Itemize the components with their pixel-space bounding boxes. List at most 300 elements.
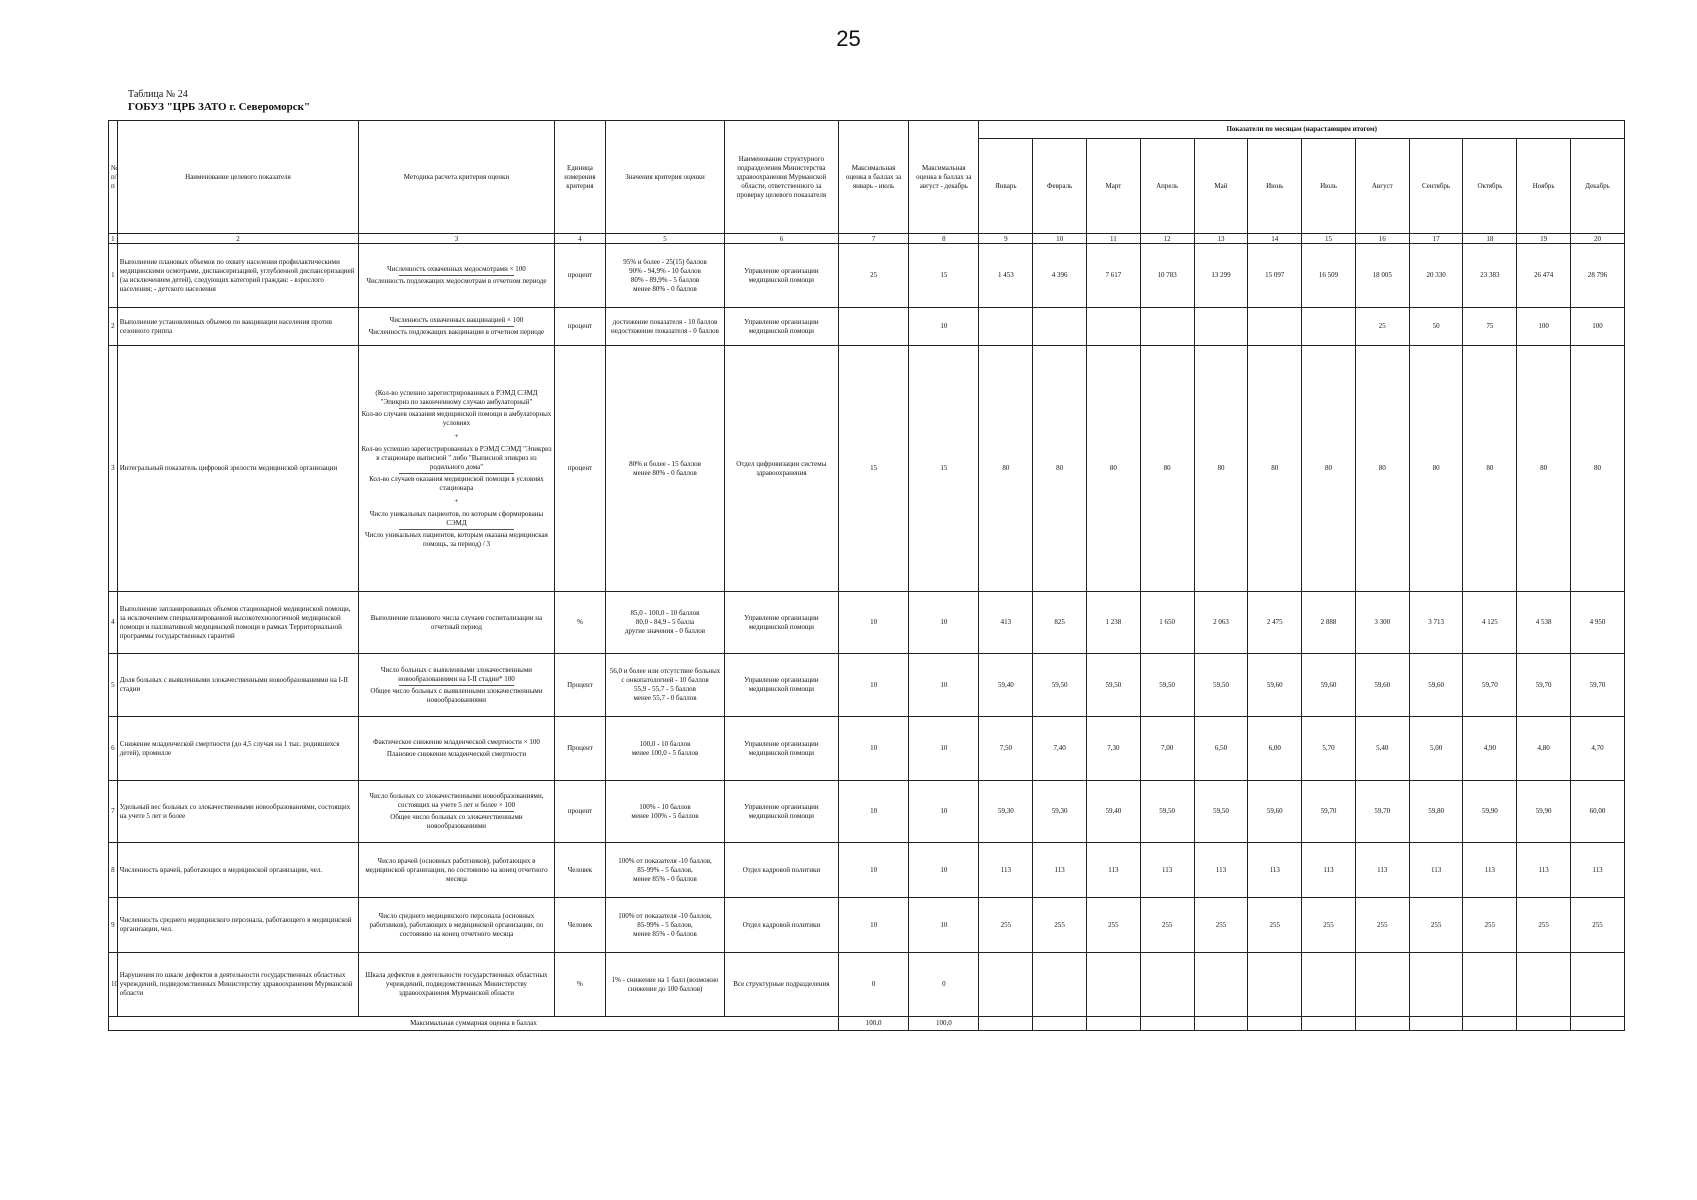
cell-month-value: 80: [1302, 346, 1356, 592]
fraction-line: [399, 529, 513, 530]
cell-method: [359, 592, 554, 654]
cell-month-value: 113: [1302, 843, 1356, 898]
table-caption: [128, 88, 310, 114]
column-number: 20: [1571, 234, 1625, 244]
criteria-line: 80% и более - 15 баллов: [629, 459, 701, 468]
column-number: 3: [359, 234, 554, 244]
cell-month-value: 80: [1140, 346, 1194, 592]
criteria-line: 85-99% - 5 баллов,: [637, 865, 693, 874]
cell-month-value: 2 475: [1248, 592, 1302, 654]
table-row: [109, 781, 1625, 843]
column-number: 10: [1033, 234, 1087, 244]
header-month: Январь: [979, 139, 1033, 234]
cell-department: Отдел цифровизации системы здравоохранения: [724, 346, 838, 592]
total-month-empty: [1302, 1017, 1356, 1031]
fraction-line: [399, 326, 513, 327]
cell-month-value: 113: [1140, 843, 1194, 898]
cell-month-value: 80: [1517, 346, 1571, 592]
cell-month-value: 255: [1409, 898, 1463, 953]
cell-month-value: 2 888: [1302, 592, 1356, 654]
method-numerator: Число уникальных пациентов, по которым сформированы СЭМД: [369, 509, 544, 527]
cell-month-value: 3 300: [1355, 592, 1409, 654]
cell-month-value: [1248, 308, 1302, 346]
cell-month-value: 59,70: [1463, 654, 1517, 717]
column-number: 19: [1517, 234, 1571, 244]
cell-no: 2: [109, 308, 118, 346]
cell-max-aug-dec: 10: [909, 308, 979, 346]
criteria-line: 85,0 - 100,0 - 10 баллов: [630, 609, 700, 617]
cell-max-aug-dec: 15: [909, 346, 979, 592]
cell-month-value: 59,90: [1463, 781, 1517, 843]
cell-unit: Человек: [554, 843, 606, 898]
cell-month-value: 4,90: [1463, 717, 1517, 781]
cell-month-value: 255: [1087, 898, 1141, 953]
cell-name: Численность среднего медицинского персонала, работающего в медицинской организации, чел.: [117, 898, 358, 953]
cell-no: 10: [109, 953, 118, 1017]
cell-max-jan-jul: 10: [838, 654, 908, 717]
indicators-table: [108, 120, 1625, 1031]
total-month-empty: [1571, 1017, 1625, 1031]
cell-month-value: 1 453: [979, 244, 1033, 308]
total-month-empty: [1087, 1017, 1141, 1031]
header-month: Июль: [1302, 139, 1356, 234]
column-number: 8: [909, 234, 979, 244]
method-plus: +: [454, 431, 459, 440]
cell-unit: Человек: [554, 898, 606, 953]
header-months-group: Показатели по месяцам (нарастающим итогом): [979, 121, 1625, 139]
cell-no: 8: [109, 843, 118, 898]
cell-no: 4: [109, 592, 118, 654]
cell-max-jan-jul: 10: [838, 843, 908, 898]
cell-max-aug-dec: 10: [909, 781, 979, 843]
cell-criteria: [606, 717, 725, 781]
criteria-line: 1% - снижение на 1 балл (возможно снижение до 100 баллов): [611, 975, 719, 993]
cell-criteria: [606, 898, 725, 953]
column-number: 17: [1409, 234, 1463, 244]
cell-month-value: 2 063: [1194, 592, 1248, 654]
column-number: 16: [1355, 234, 1409, 244]
cell-month-value: 113: [1409, 843, 1463, 898]
cell-month-value: [1409, 953, 1463, 1017]
cell-method: [359, 244, 554, 308]
cell-month-value: 18 005: [1355, 244, 1409, 308]
cell-month-value: 59,70: [1571, 654, 1625, 717]
criteria-line: 56,0 и более или отсутствие больных с онкопатологией - 10 баллов: [609, 667, 721, 684]
page-number: 25: [836, 26, 861, 51]
cell-max-jan-jul: 25: [838, 244, 908, 308]
cell-month-value: 825: [1033, 592, 1087, 654]
cell-no: 1: [109, 244, 118, 308]
cell-month-value: [1194, 953, 1248, 1017]
cell-month-value: [1302, 953, 1356, 1017]
table-row: [109, 592, 1625, 654]
cell-month-value: 7,00: [1140, 717, 1194, 781]
cell-month-value: 59,50: [1033, 654, 1087, 717]
header-month: Октябрь: [1463, 139, 1517, 234]
cell-month-value: 13 299: [1194, 244, 1248, 308]
cell-department: Управление организации медицинской помощи: [724, 717, 838, 781]
table-row: [109, 346, 1625, 592]
method-denominator: Численность подлежащих медосмотрам в отчетном периоде: [366, 277, 547, 285]
cell-month-value: 59,70: [1517, 654, 1571, 717]
cell-no: 3: [109, 346, 118, 592]
cell-unit: %: [554, 592, 606, 654]
cell-max-jan-jul: 10: [838, 781, 908, 843]
cell-month-value: [1140, 308, 1194, 346]
cell-month-value: 59,50: [1140, 654, 1194, 717]
table-row: [109, 244, 1625, 308]
column-number: 12: [1140, 234, 1194, 244]
cell-month-value: 4 538: [1517, 592, 1571, 654]
criteria-line: 90% - 94,9% - 10 баллов: [629, 266, 701, 275]
method-plus: +: [454, 496, 459, 505]
total-month-empty: [1517, 1017, 1571, 1031]
column-number-row: [109, 234, 1625, 244]
cell-method: [359, 898, 554, 953]
cell-month-value: 20 330: [1409, 244, 1463, 308]
cell-month-value: 113: [1087, 843, 1141, 898]
cell-month-value: 28 796: [1571, 244, 1625, 308]
criteria-line: 100,0 - 10 баллов: [639, 739, 691, 748]
cell-name: Выполнение установленных объемов по вакцинации населения против сезонного гриппа: [117, 308, 358, 346]
cell-month-value: 6,00: [1248, 717, 1302, 781]
cell-month-value: 59,50: [1140, 781, 1194, 843]
cell-month-value: 59,60: [1248, 654, 1302, 717]
total-label: Максимальная суммарная оценка в баллах: [109, 1017, 839, 1031]
total-month-empty: [1463, 1017, 1517, 1031]
method-denominator: Кол-во случаев оказания медицинской помощи в амбулаторных условиях: [361, 409, 552, 427]
header-month: Ноябрь: [1517, 139, 1571, 234]
criteria-line: достижение показателя - 10 баллов: [612, 317, 718, 326]
table-row: [109, 308, 1625, 346]
column-number: 15: [1302, 234, 1356, 244]
cell-name: Снижение младенческой смертности (до 4,5 случая на 1 тыс. родившихся детей), промилле: [117, 717, 358, 781]
cell-month-value: [1248, 953, 1302, 1017]
cell-month-value: 59,50: [1194, 654, 1248, 717]
cell-month-value: 80: [1194, 346, 1248, 592]
cell-department: Управление организации медицинской помощи: [724, 244, 838, 308]
cell-month-value: 255: [1033, 898, 1087, 953]
method-numerator: (Кол-во успешно зарегистрированных в РЭМД СЭМД "Эпикриз по законченному случаю амбулаторный": [375, 388, 538, 406]
cell-month-value: 255: [1571, 898, 1625, 953]
cell-no: 5: [109, 654, 118, 717]
cell-max-aug-dec: 10: [909, 654, 979, 717]
cell-month-value: [1033, 308, 1087, 346]
cell-month-value: 255: [1194, 898, 1248, 953]
cell-month-value: 59,70: [1355, 781, 1409, 843]
cell-month-value: [1571, 953, 1625, 1017]
cell-month-value: 4,80: [1517, 717, 1571, 781]
header-name: Наименование целевого показателя: [117, 121, 358, 234]
cell-unit: процент: [554, 244, 606, 308]
method-denominator: Плановое снижение младенческой смертности: [386, 750, 527, 758]
cell-month-value: 255: [1302, 898, 1356, 953]
cell-month-value: 6,50: [1194, 717, 1248, 781]
method-numerator: Фактическое снижение младенческой смертности × 100: [373, 738, 540, 746]
cell-criteria: [606, 953, 725, 1017]
column-number: 2: [117, 234, 358, 244]
criteria-line: менее 80% - 0 баллов: [633, 284, 697, 293]
table-number: Таблица № 24: [128, 89, 188, 100]
cell-month-value: 59,40: [1087, 781, 1141, 843]
cell-month-value: [1463, 953, 1517, 1017]
cell-month-value: 1 650: [1140, 592, 1194, 654]
total-month-empty: [1355, 1017, 1409, 1031]
table-row: [109, 654, 1625, 717]
method-text: Число врачей (основных работников), работающих в медицинской организации, по состоянию на конец отчетного месяца: [365, 856, 548, 883]
criteria-line: 80,0 - 84,9 - 5 балла: [635, 618, 695, 626]
cell-name: Доля больных с выявленными злокачественными новообразованиями на I-II стадии: [117, 654, 358, 717]
cell-criteria: [606, 244, 725, 308]
cell-month-value: 7 617: [1087, 244, 1141, 308]
fraction-line: [399, 473, 513, 474]
header-unit: Единица измерения критерия: [554, 121, 606, 234]
cell-no: 7: [109, 781, 118, 843]
criteria-line: другие значения - 0 баллов: [624, 627, 706, 635]
column-number: 9: [979, 234, 1033, 244]
method-numerator: Число больных со злокачественными новообразованиями, состоящих на учете 5 лет и более × 100: [369, 792, 544, 809]
cell-month-value: 113: [1355, 843, 1409, 898]
cell-name: Нарушения по шкале дефектов в деятельности государственных областных учреждений, подведомственных Министерству здравоохранения Мурманской области: [117, 953, 358, 1017]
column-number: 7: [838, 234, 908, 244]
cell-month-value: 100: [1517, 308, 1571, 346]
total-month-empty: [1248, 1017, 1302, 1031]
cell-method: [359, 781, 554, 843]
cell-month-value: 59,60: [1248, 781, 1302, 843]
cell-name: Удельный вес больных со злокачественными новообразованиями, состоящих на учете 5 лет и более: [117, 781, 358, 843]
cell-month-value: 113: [1194, 843, 1248, 898]
table-body: [109, 244, 1625, 1031]
cell-department: Управление организации медицинской помощи: [724, 654, 838, 717]
cell-month-value: 25: [1355, 308, 1409, 346]
cell-max-aug-dec: 15: [909, 244, 979, 308]
cell-name: Численность врачей, работающих в медицинской организации, чел.: [117, 843, 358, 898]
cell-month-value: 80: [1355, 346, 1409, 592]
total-max-jan-jul: 100,0: [838, 1017, 908, 1031]
cell-method: [359, 953, 554, 1017]
cell-month-value: 59,50: [1087, 654, 1141, 717]
cell-month-value: 100: [1571, 308, 1625, 346]
cell-max-jan-jul: [838, 308, 908, 346]
method-denominator: Число уникальных пациентов, которым оказана медицинская помощь, за период) / 3: [365, 530, 548, 548]
column-number: 1: [109, 234, 118, 244]
cell-month-value: [1194, 308, 1248, 346]
method-denominator: Общее число больных с выявленными злокачественными новообразованиями: [370, 686, 543, 704]
column-number: 18: [1463, 234, 1517, 244]
cell-month-value: 59,30: [1033, 781, 1087, 843]
cell-name: Интегральный показатель цифровой зрелости медицинской организации: [117, 346, 358, 592]
cell-month-value: [1087, 953, 1141, 1017]
cell-month-value: 4 396: [1033, 244, 1087, 308]
cell-month-value: 59,60: [1355, 654, 1409, 717]
cell-max-aug-dec: 10: [909, 592, 979, 654]
cell-month-value: 255: [1463, 898, 1517, 953]
cell-month-value: 5,00: [1409, 717, 1463, 781]
cell-month-value: 113: [979, 843, 1033, 898]
cell-month-value: 59,60: [1409, 654, 1463, 717]
header-method: Методика расчета критерия оценки: [359, 121, 554, 234]
column-number: 5: [606, 234, 725, 244]
cell-month-value: 80: [979, 346, 1033, 592]
criteria-line: менее 85% - 0 баллов: [633, 874, 697, 883]
method-numerator: Численность охваченных медосмотрами × 100: [387, 265, 526, 273]
column-number: 14: [1248, 234, 1302, 244]
method-denominator: Кол-во случаев оказания медицинской помощи в условиях стационара: [369, 474, 544, 492]
cell-department: Все структурные подразделения: [724, 953, 838, 1017]
cell-month-value: 80: [1248, 346, 1302, 592]
cell-unit: Процент: [554, 717, 606, 781]
cell-month-value: 3 713: [1409, 592, 1463, 654]
cell-month-value: 23 383: [1463, 244, 1517, 308]
method-text: Число среднего медицинского персонала (основных работников), работающих в медицинской организации, по состоянию на конец отчетного месяца: [369, 911, 544, 938]
cell-max-jan-jul: 10: [838, 592, 908, 654]
cell-month-value: 15 097: [1248, 244, 1302, 308]
cell-month-value: [979, 953, 1033, 1017]
cell-month-value: 113: [1463, 843, 1517, 898]
table-row: [109, 717, 1625, 781]
cell-month-value: 255: [979, 898, 1033, 953]
criteria-line: 55,9 - 55,7 - 5 баллов: [634, 685, 696, 693]
criteria-line: 100% - 10 баллов: [639, 802, 691, 811]
cell-name: Выполнение запланированных объемов стационарной медицинской помощи, за исключением специализированной высокотехнологичной медицинской помощи и паллиативной медицинской помощи в рамках Территориальной программы государственных гарантий: [117, 592, 358, 654]
cell-month-value: 16 509: [1302, 244, 1356, 308]
table-row: [109, 953, 1625, 1017]
header-month: Март: [1087, 139, 1141, 234]
criteria-line: недостижение показателя - 0 баллов: [611, 326, 719, 335]
criteria-line: 95% и более - 25(15) баллов: [623, 257, 707, 266]
total-month-empty: [1033, 1017, 1087, 1031]
cell-month-value: 59,80: [1409, 781, 1463, 843]
table-row: [109, 843, 1625, 898]
cell-max-jan-jul: 10: [838, 717, 908, 781]
cell-unit: процент: [554, 346, 606, 592]
cell-month-value: 113: [1517, 843, 1571, 898]
total-max-aug-dec: 100,0: [909, 1017, 979, 1031]
cell-month-value: 50: [1409, 308, 1463, 346]
column-number: 6: [724, 234, 838, 244]
cell-month-value: 59,70: [1302, 781, 1356, 843]
method-numerator: Число больных с выявленными злокачественными новообразованиями на I-II стадии* 100: [380, 665, 533, 683]
total-month-empty: [1140, 1017, 1194, 1031]
cell-month-value: 255: [1140, 898, 1194, 953]
total-month-empty: [1194, 1017, 1248, 1031]
column-number: 13: [1194, 234, 1248, 244]
header-criteria: Значения критерия оценки: [606, 121, 725, 234]
total-month-empty: [1409, 1017, 1463, 1031]
cell-month-value: 7,30: [1087, 717, 1141, 781]
cell-no: 9: [109, 898, 118, 953]
header-month: Май: [1194, 139, 1248, 234]
cell-max-aug-dec: 10: [909, 717, 979, 781]
cell-month-value: 4,70: [1571, 717, 1625, 781]
table-row: [109, 898, 1625, 953]
criteria-line: менее 80% - 0 баллов: [633, 468, 697, 477]
cell-max-aug-dec: 10: [909, 898, 979, 953]
method-denominator: Общее число больных со злокачественными новообразованиями: [390, 813, 523, 830]
header-department: Наименование структурного подразделения Министерства здравоохранения Мурманской области, ответственного за проверку целевого показателя: [724, 121, 838, 234]
criteria-line: 100% от показателя -10 баллов,: [618, 911, 712, 920]
cell-month-value: 5,70: [1302, 717, 1356, 781]
cell-department: Управление организации медицинской помощи: [724, 308, 838, 346]
cell-month-value: 255: [1517, 898, 1571, 953]
cell-month-value: [1517, 953, 1571, 1017]
cell-month-value: 4 125: [1463, 592, 1517, 654]
method-numerator: Кол-во успешно зарегистрированных в РЭМД СЭМД "Эпикриз в стационаре выписной " либо "Выписной эпикриз из родильного дома": [361, 444, 552, 471]
cell-max-jan-jul: 10: [838, 898, 908, 953]
cell-month-value: 255: [1355, 898, 1409, 953]
criteria-line: менее 100% - 5 баллов: [631, 811, 699, 820]
cell-method: [359, 346, 554, 592]
method-text: Выполнение планового числа случаев госпитализации на отчетный период: [370, 613, 543, 631]
cell-criteria: [606, 843, 725, 898]
cell-month-value: 7,40: [1033, 717, 1087, 781]
cell-month-value: 80: [1409, 346, 1463, 592]
cell-month-value: [1355, 953, 1409, 1017]
cell-month-value: [1033, 953, 1087, 1017]
cell-criteria: [606, 592, 725, 654]
fraction-line: [399, 748, 513, 749]
total-month-empty: [979, 1017, 1033, 1031]
column-number: 4: [554, 234, 606, 244]
criteria-line: 100% от показателя -10 баллов,: [618, 856, 712, 865]
cell-department: Отдел кадровой политики: [724, 898, 838, 953]
cell-month-value: 60,00: [1571, 781, 1625, 843]
criteria-line: 80% - 89,9% - 5 баллов: [630, 275, 700, 284]
header-max-aug-dec: Максимальная оценка в баллах за август - декабрь: [909, 121, 979, 234]
header-month: Февраль: [1033, 139, 1087, 234]
criteria-line: менее 55,7 - 0 баллов: [633, 694, 697, 702]
cell-month-value: 59,40: [979, 654, 1033, 717]
cell-month-value: 255: [1248, 898, 1302, 953]
cell-max-jan-jul: 15: [838, 346, 908, 592]
cell-month-value: 26 474: [1517, 244, 1571, 308]
cell-method: [359, 654, 554, 717]
cell-month-value: 59,30: [979, 781, 1033, 843]
cell-method: [359, 308, 554, 346]
cell-department: Управление организации медицинской помощи: [724, 592, 838, 654]
cell-month-value: 59,60: [1302, 654, 1356, 717]
fraction-line: [399, 408, 513, 409]
fraction-line: [399, 811, 513, 812]
organization-name: ГОБУЗ "ЦРБ ЗАТО г. Североморск": [128, 101, 311, 113]
cell-month-value: 59,90: [1517, 781, 1571, 843]
cell-max-aug-dec: 0: [909, 953, 979, 1017]
cell-month-value: 413: [979, 592, 1033, 654]
cell-name: Выполнение плановых объемов по охвату населения профилактическими медицинскими осмотрами, диспансеризацией, углубленной диспансеризацией (за исключением детей), следующих категорий граждан: - взрослого населения; - детского населения: [117, 244, 358, 308]
cell-criteria: [606, 346, 725, 592]
cell-month-value: [1087, 308, 1141, 346]
method-text: Шкала дефектов в деятельности государственных областных учреждений, подведомственных Министерству здравоохранения Мурманской области: [365, 971, 548, 997]
header-month: Июнь: [1248, 139, 1302, 234]
cell-month-value: [979, 308, 1033, 346]
header-max-jan-jul: Максимальная оценка в баллах за январь - июль: [838, 121, 908, 234]
cell-unit: %: [554, 953, 606, 1017]
cell-month-value: [1140, 953, 1194, 1017]
cell-month-value: 1 238: [1087, 592, 1141, 654]
header-month: Август: [1355, 139, 1409, 234]
cell-max-jan-jul: 0: [838, 953, 908, 1017]
cell-month-value: 80: [1087, 346, 1141, 592]
cell-month-value: 113: [1248, 843, 1302, 898]
cell-month-value: 4 950: [1571, 592, 1625, 654]
cell-month-value: 80: [1463, 346, 1517, 592]
cell-month-value: [1302, 308, 1356, 346]
cell-month-value: 5,40: [1355, 717, 1409, 781]
header-month: Апрель: [1140, 139, 1194, 234]
cell-no: 6: [109, 717, 118, 781]
cell-unit: процент: [554, 308, 606, 346]
cell-department: Отдел кадровой политики: [724, 843, 838, 898]
